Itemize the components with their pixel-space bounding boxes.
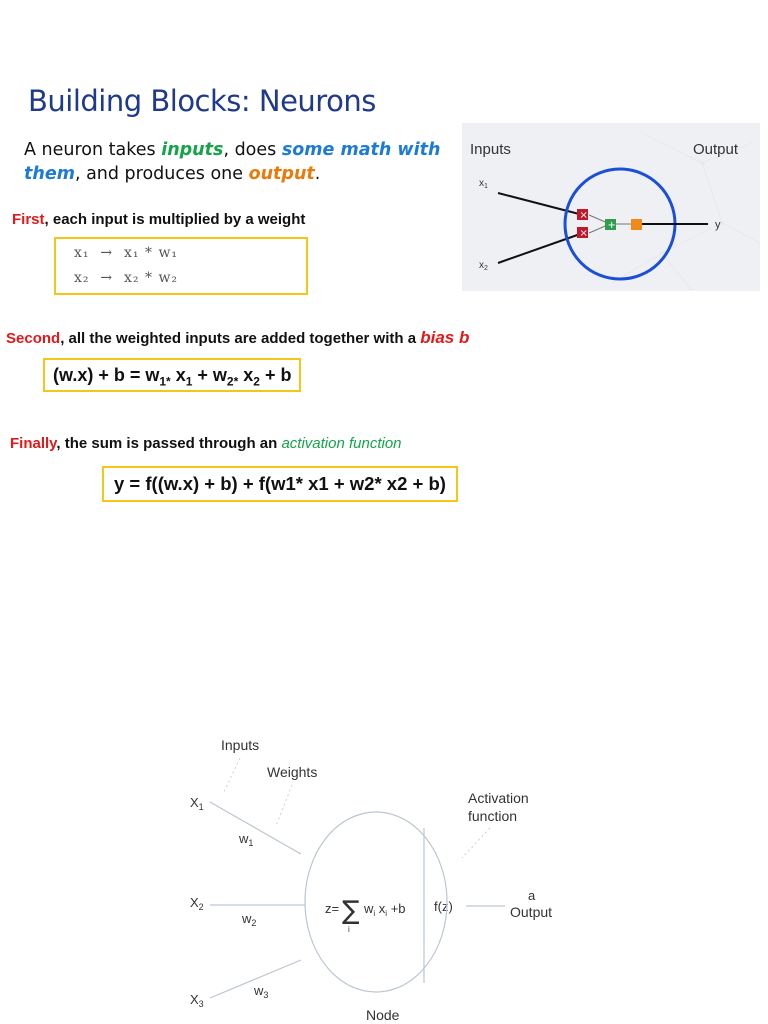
intro-part-3: , and produces one [74, 164, 249, 184]
intro-inputs: inputs [161, 140, 224, 160]
step-first-text: , each input is multiplied by a weight [44, 211, 306, 228]
weighted-sum-equation [43, 358, 301, 392]
diagram2-edge-1 [210, 802, 301, 854]
step-finally-lead: Finally [10, 435, 57, 452]
diagram2-w3: $w_3$ [254, 983, 269, 1000]
activation-equation: y = f((w.x) + b) + f(w1* x1 + w2* x2 + b) [102, 466, 458, 502]
multiplication-row-1: x₁ → x₁ * w₁ [74, 245, 179, 261]
eq-sub: 2* [226, 374, 239, 389]
eq-part: + w [192, 365, 227, 385]
diagram2-w1: $w_1$ [239, 831, 254, 848]
diagram2-sigma-index: i [348, 925, 350, 934]
eq-sub: 1* [159, 374, 171, 389]
diagram2-z-equals: z= [325, 901, 340, 916]
eq-sub: 1 [185, 374, 193, 389]
diagram2-weights-label: Weights [267, 764, 318, 780]
step-finally-activation: activation function [281, 435, 402, 452]
weight-multiplication-box [54, 237, 308, 295]
diagram2-weights-pointer [276, 785, 292, 826]
diagram2-w2: $w_2$ [242, 911, 257, 928]
svg-text:×: × [579, 210, 588, 221]
diagram2-x2: $X_2$ [190, 895, 204, 912]
diagram2-activation-pointer [462, 828, 490, 858]
diagram2-inputs-pointer [224, 758, 240, 792]
intro-some-math: some math with them [24, 140, 441, 184]
eq-sub: 2 [253, 374, 260, 389]
diagram1-output-label: Output [693, 141, 739, 158]
intro-text [24, 138, 444, 186]
diagram2-function-label: function [468, 808, 518, 824]
diagram2-sum-body: $w_i$ $x_i +b$ [364, 901, 406, 918]
diagram2-fz: f(z) [434, 899, 453, 914]
step-finally-text: , the sum is passed through an [56, 435, 282, 452]
step-second-bias: bias b [420, 328, 470, 347]
step-first [12, 211, 305, 228]
diagram2-inputs-label: Inputs [221, 737, 260, 753]
step-first-lead: First [12, 211, 45, 228]
diagram2-x1: $X_1$ [190, 795, 204, 812]
eq-part: x [170, 365, 186, 385]
diagram2-a: a [528, 888, 536, 903]
diagram2-x3: $X_3$ [190, 992, 204, 1009]
svg-text:+: + [607, 220, 616, 231]
eq-part: + b [259, 365, 292, 385]
intro-part-2: , does [223, 140, 282, 160]
diagram1-inputs-label: Inputs [470, 141, 511, 158]
intro-output: output [248, 164, 315, 184]
step-second-lead: Second [6, 330, 61, 347]
svg-text:×: × [579, 228, 588, 239]
diagram2-sigma: ∑ [342, 896, 360, 926]
diagram1-y-label: y [715, 219, 721, 231]
multiplication-row-2: x₂ → x₂ * w₂ [74, 270, 179, 286]
activation-node [631, 219, 642, 230]
intro-part-4: . [314, 164, 321, 184]
neuron-diagram-small [462, 123, 760, 291]
diagram2-output-label: Output [510, 904, 553, 920]
neuron-node-diagram [180, 730, 570, 1024]
diagram2-node-label: Node [366, 1007, 400, 1023]
diagram1-x1-label: $x_1$ [479, 178, 488, 190]
step-second-text: , all the weighted inputs are added together with a [60, 330, 421, 347]
page-title: Building Blocks: Neurons [28, 84, 376, 118]
eq-part: x [238, 365, 254, 385]
diagram1-x2-label: $x_2$ [479, 260, 488, 272]
intro-part-1: A neuron takes [24, 140, 162, 160]
eq-part: (w.x) + b = w [53, 365, 160, 385]
step-second [6, 328, 469, 348]
neuron-diagram-small-svg [462, 123, 760, 291]
step-finally [10, 435, 402, 452]
diagram2-activation-label: Activation [468, 790, 529, 806]
